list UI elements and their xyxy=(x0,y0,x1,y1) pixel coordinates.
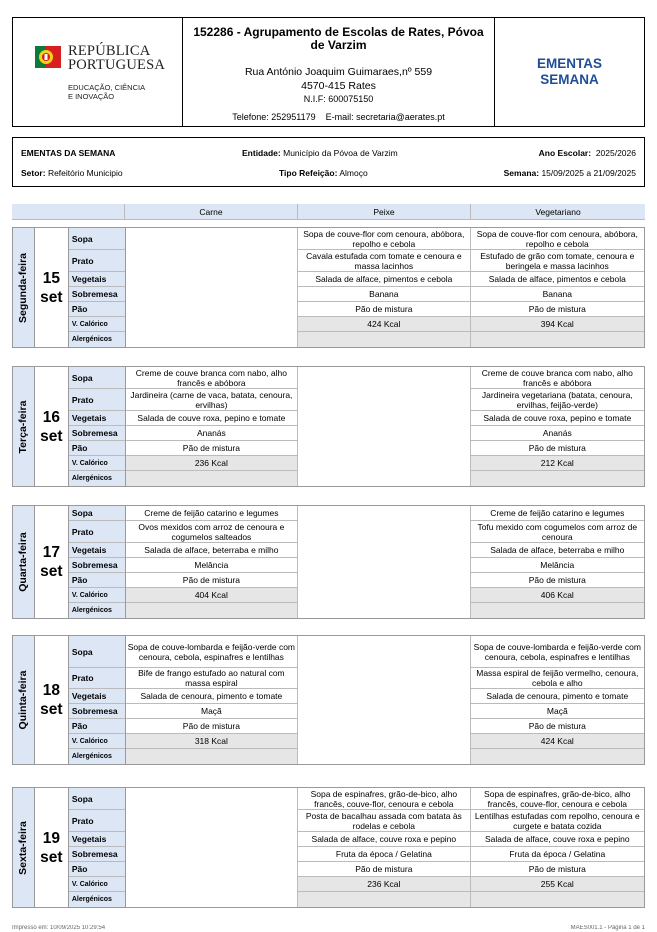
ano-label: Ano Escolar: xyxy=(538,148,592,158)
menu-cell: Creme de feijão catarino e legumes xyxy=(471,506,644,521)
row-labels xyxy=(69,636,126,764)
menu-cell xyxy=(298,543,469,558)
menu-cell: Salada de couve roxa, pepino e tomate xyxy=(126,411,297,426)
menu-cell xyxy=(126,317,297,332)
row-label: Sobremesa xyxy=(69,558,125,573)
menu-cell: Jardineira (carne de vaca, batata, cenoura, ervilhas) xyxy=(126,389,297,411)
ano-value: 2025/2026 xyxy=(595,148,636,158)
row-label: Vegetais xyxy=(69,411,125,426)
page-footer xyxy=(12,925,645,932)
day-month: set xyxy=(40,701,63,718)
column-headers xyxy=(12,204,645,220)
menu-cell: Ananás xyxy=(471,426,644,441)
menu-cell: Pão de mistura xyxy=(471,302,644,317)
row-label: Vegetais xyxy=(69,689,125,704)
logo-sub-1: EDUCAÇÃO, CIÊNCIA xyxy=(68,83,146,92)
row-label: Alergénicos xyxy=(69,332,125,347)
menu-cell: Maçã xyxy=(471,704,644,719)
document-header xyxy=(12,17,645,127)
school-info xyxy=(183,18,495,126)
menu-cell xyxy=(471,749,644,764)
menu-cell: Pão de mistura xyxy=(471,862,644,877)
menu-cell xyxy=(298,521,469,543)
menu-column-carne xyxy=(126,636,298,764)
setor xyxy=(21,168,123,178)
menu-cell xyxy=(298,389,469,411)
menu-cell xyxy=(298,588,469,603)
tipo-refeicao xyxy=(279,168,368,178)
row-label: Alergénicos xyxy=(69,892,125,907)
menu-cell xyxy=(126,749,297,764)
republic-logo xyxy=(13,18,183,126)
weekday-label: Segunda-feira xyxy=(17,252,30,323)
row-label: Sopa xyxy=(69,506,125,521)
menu-cell: Pão de mistura xyxy=(471,441,644,456)
weekday-label: Terça-feira xyxy=(17,400,30,453)
row-labels xyxy=(69,506,126,618)
row-label: Sobremesa xyxy=(69,426,125,441)
row-label: Pão xyxy=(69,302,125,317)
menu-cell xyxy=(298,689,469,704)
footer-page: MAES001.1 - Página 1 de 1 xyxy=(570,925,645,931)
weekday-name xyxy=(13,506,35,618)
menu-column-peixe xyxy=(298,506,470,618)
row-label: Alergénicos xyxy=(69,749,125,764)
menu-cell: Salada de alface, couve roxa e pepino xyxy=(298,832,469,847)
weekday-name xyxy=(13,228,35,347)
row-label: Sopa xyxy=(69,788,125,810)
menu-column-peixe xyxy=(298,636,470,764)
logo-sub-2: E INOVAÇÃO xyxy=(68,91,115,101)
menu-cell xyxy=(126,892,297,907)
menu-cell xyxy=(298,506,469,521)
menu-cell xyxy=(298,367,469,389)
row-label: Sopa xyxy=(69,367,125,389)
menu-cell: Pão de mistura xyxy=(126,441,297,456)
weekday-label: Quinta-feira xyxy=(17,670,30,730)
title-line-1: EMENTAS xyxy=(536,56,602,71)
menu-cell xyxy=(126,862,297,877)
menu-cell xyxy=(298,636,469,668)
day-block xyxy=(12,787,645,908)
menu-column-vegetariano xyxy=(471,228,644,347)
menu-cell xyxy=(126,832,297,847)
menu-cell: 212 Kcal xyxy=(471,456,644,471)
row-label: Alergénicos xyxy=(69,471,125,486)
menu-cell: Melância xyxy=(471,558,644,573)
menu-cell: Sopa de couve-flor com cenoura, abóbora, repolho e cebola xyxy=(298,228,469,250)
menu-cell: Creme de feijão catarino e legumes xyxy=(126,506,297,521)
weekday-name xyxy=(13,636,35,764)
menu-cell xyxy=(126,810,297,832)
menu-column-carne xyxy=(126,788,298,907)
menu-cell: Jardineira vegetariana (batata, cenoura, ervilhas, feijão-verde) xyxy=(471,389,644,411)
footer-printed: Impresso em: 10/09/2025 10:29:54 xyxy=(12,925,106,931)
menu-cell: 394 Kcal xyxy=(471,317,644,332)
menu-cell xyxy=(298,719,469,734)
entidade-label: Entidade: xyxy=(242,148,281,158)
semana xyxy=(504,168,636,178)
day-date xyxy=(35,506,69,618)
menu-column-peixe xyxy=(298,228,470,347)
menu-cell xyxy=(298,892,469,907)
logo-text xyxy=(68,44,165,72)
tipo-label: Tipo Refeição: xyxy=(279,168,338,178)
menu-cell: Sopa de couve-lombarda e feijão-verde com cenoura, cebola, espinafres e lentilhas xyxy=(126,636,297,668)
day-month: set xyxy=(40,848,63,866)
logo-line-1: REPÚBLICA xyxy=(68,43,151,59)
menu-cell: 424 Kcal xyxy=(471,734,644,749)
menu-cell xyxy=(126,272,297,287)
semana-label: Semana: xyxy=(503,168,540,178)
weekday-name xyxy=(13,367,35,486)
tipo-value: Almoço xyxy=(339,168,368,178)
menu-cell: Sopa de espinafres, grão-de-bico, alho francês, couve-flor, cenoura e cebola xyxy=(298,788,469,810)
day-number: 15 xyxy=(42,269,60,287)
weekday-label: Sexta-feira xyxy=(17,820,30,875)
day-number: 18 xyxy=(42,682,60,699)
menu-column-peixe xyxy=(298,788,470,907)
menu-cell xyxy=(298,734,469,749)
row-label: Sopa xyxy=(69,636,125,668)
weekday-name xyxy=(13,788,35,907)
row-label: V. Calórico xyxy=(69,317,125,332)
menu-cell xyxy=(298,668,469,689)
day-month: set xyxy=(40,427,63,445)
menu-cell: Pão de mistura xyxy=(471,573,644,588)
menu-cell xyxy=(298,573,469,588)
menu-column-carne xyxy=(126,506,298,618)
menu-cell xyxy=(298,456,469,471)
entidade xyxy=(242,148,398,158)
semana-value: 15/09/2025 a 21/09/2025 xyxy=(541,168,636,178)
menu-cell xyxy=(298,441,469,456)
setor-label: Setor: xyxy=(21,168,46,178)
ano-escolar xyxy=(539,148,636,158)
column-header-peixe: Peixe xyxy=(298,204,471,219)
menu-cell: Salada de alface, couve roxa e pepino xyxy=(471,832,644,847)
week-info-box xyxy=(12,137,645,187)
row-label: Pão xyxy=(69,719,125,734)
menu-cell xyxy=(126,847,297,862)
day-number: 16 xyxy=(42,408,60,426)
row-label: Pão xyxy=(69,862,125,877)
menu-column-vegetariano xyxy=(471,506,644,618)
menu-cell xyxy=(126,788,297,810)
row-label: Prato xyxy=(69,521,125,543)
row-label: Pão xyxy=(69,441,125,456)
row-label: Pão xyxy=(69,573,125,588)
day-date xyxy=(35,228,69,347)
day-number: 19 xyxy=(42,829,60,847)
menu-cell: Salada de alface, pimentos e cebola xyxy=(298,272,469,287)
menu-cell: Salada de cenoura, pimento e tomate xyxy=(471,689,644,704)
menu-cell: Lentilhas estufadas com repolho, cenoura e curgete e batata cozida xyxy=(471,810,644,832)
menu-cell xyxy=(126,603,297,618)
menu-column-vegetariano xyxy=(471,636,644,764)
menu-cell: Ananás xyxy=(126,426,297,441)
menu-cell xyxy=(471,603,644,618)
menu-cell: Posta de bacalhau assada com batata às rodelas e cebola xyxy=(298,810,469,832)
menu-cell: 318 Kcal xyxy=(126,734,297,749)
day-block xyxy=(12,366,645,487)
school-contact: Telefone: 252951179 E-mail: secretaria@aerates.pt xyxy=(232,112,445,122)
row-label: Sobremesa xyxy=(69,704,125,719)
menu-cell xyxy=(298,411,469,426)
menu-column-peixe xyxy=(298,367,470,486)
school-nif: N.I.F: 600075150 xyxy=(303,94,374,104)
menu-cell: Salada de alface, beterraba e milho xyxy=(471,543,644,558)
menu-cell xyxy=(471,892,644,907)
row-label: Vegetais xyxy=(69,272,125,287)
menu-cell: Melância xyxy=(126,558,297,573)
menu-cell xyxy=(126,250,297,272)
row-label: Vegetais xyxy=(69,832,125,847)
menu-cell xyxy=(471,332,644,347)
menu-cell: Estufado de grão com tomate, cenoura e beringela e massa lacinhos xyxy=(471,250,644,272)
row-label: V. Calórico xyxy=(69,456,125,471)
logo-line-2: PORTUGUESA xyxy=(68,57,166,73)
column-header-vegetariano: Vegetariano xyxy=(471,204,645,219)
menu-cell xyxy=(126,228,297,250)
menu-cell: Cavala estufada com tomate e cenoura e massa lacinhos xyxy=(298,250,469,272)
menu-cell xyxy=(126,302,297,317)
menu-cell: Salada de cenoura, pimento e tomate xyxy=(126,689,297,704)
menu-cell: Creme de couve branca com nabo, alho francês e abóbora xyxy=(471,367,644,389)
row-labels xyxy=(69,228,126,347)
menu-cell: 255 Kcal xyxy=(471,877,644,892)
day-date xyxy=(35,636,69,764)
menu-cell xyxy=(126,287,297,302)
menu-cell xyxy=(298,471,469,486)
day-number: 17 xyxy=(42,544,60,561)
row-labels xyxy=(69,788,126,907)
menu-cell: Maçã xyxy=(126,704,297,719)
menu-cell xyxy=(298,704,469,719)
menu-cell xyxy=(298,749,469,764)
menu-column-vegetariano xyxy=(471,367,644,486)
menu-cell: Fruta da época / Gelatina xyxy=(298,847,469,862)
menu-cell: Bife de frango estufado ao natural com massa espiral xyxy=(126,668,297,689)
menu-column-vegetariano xyxy=(471,788,644,907)
menu-cell: Sopa de espinafres, grão-de-bico, alho francês, couve-flor, cenoura e cebola xyxy=(471,788,644,810)
school-name: 152286 - Agrupamento de Escolas de Rates, Póvoa de Varzim xyxy=(193,25,484,52)
menu-cell: Pão de mistura xyxy=(126,573,297,588)
row-label: Sopa xyxy=(69,228,125,250)
menu-cell: Salada de couve roxa, pepino e tomate xyxy=(471,411,644,426)
row-label: Sobremesa xyxy=(69,847,125,862)
row-label: V. Calórico xyxy=(69,877,125,892)
menu-cell: Sopa de couve-flor com cenoura, abóbora, repolho e cebola xyxy=(471,228,644,250)
day-month: set xyxy=(40,563,63,580)
menu-cell xyxy=(298,558,469,573)
menu-cell: 404 Kcal xyxy=(126,588,297,603)
menu-cell: Massa espiral de feijão vermelho, cenoura, cebola e alho xyxy=(471,668,644,689)
school-postal: 4570-415 Rates xyxy=(301,80,376,92)
menu-cell xyxy=(298,332,469,347)
row-label: Prato xyxy=(69,389,125,411)
day-date xyxy=(35,367,69,486)
menu-cell xyxy=(126,471,297,486)
row-label: V. Calórico xyxy=(69,588,125,603)
menu-cell: Pão de mistura xyxy=(471,719,644,734)
row-label: Prato xyxy=(69,668,125,689)
school-address: Rua António Joaquim Guimaraes,nº 559 xyxy=(244,66,433,78)
menu-cell: Tofu mexido com cogumelos com arroz de cenoura xyxy=(471,521,644,543)
row-label: Prato xyxy=(69,250,125,272)
menu-column-carne xyxy=(126,367,298,486)
portugal-emblem-icon xyxy=(33,42,63,72)
menu-cell xyxy=(471,471,644,486)
menu-cell xyxy=(126,332,297,347)
day-block xyxy=(12,505,645,619)
menu-cell: Fruta da época / Gelatina xyxy=(471,847,644,862)
day-block xyxy=(12,227,645,348)
menu-cell: Pão de mistura xyxy=(126,719,297,734)
menu-cell: Banana xyxy=(298,287,469,302)
menu-cell: Ovos mexidos com arroz de cenoura e cogumelos salteados xyxy=(126,521,297,543)
menu-cell: Sopa de couve-lombarda e feijão-verde com cenoura, cebola, espinafres e lentilhas xyxy=(471,636,644,668)
title-line-2: SEMANA xyxy=(540,72,599,87)
menu-cell: 236 Kcal xyxy=(298,877,469,892)
menu-cell xyxy=(126,877,297,892)
document-title xyxy=(495,18,644,126)
menu-cell: Salada de alface, pimentos e cebola xyxy=(471,272,644,287)
info-heading: EMENTAS DA SEMANA xyxy=(21,148,116,158)
weekday-label: Quarta-feira xyxy=(17,532,30,592)
day-date xyxy=(35,788,69,907)
menu-cell: 424 Kcal xyxy=(298,317,469,332)
menu-cell: Salada de alface, beterraba e milho xyxy=(126,543,297,558)
logo-subtitle xyxy=(68,84,145,101)
entidade-value: Município da Póvoa de Varzim xyxy=(283,148,398,158)
row-labels xyxy=(69,367,126,486)
day-month: set xyxy=(40,288,63,306)
row-label: Alergénicos xyxy=(69,603,125,618)
row-label: Prato xyxy=(69,810,125,832)
row-label: Sobremesa xyxy=(69,287,125,302)
day-block xyxy=(12,635,645,765)
row-label: Vegetais xyxy=(69,543,125,558)
menu-cell xyxy=(298,426,469,441)
menu-cell: Creme de couve branca com nabo, alho francês e abóbora xyxy=(126,367,297,389)
menu-cell: 236 Kcal xyxy=(126,456,297,471)
column-header-spacer xyxy=(12,204,125,219)
menu-column-carne xyxy=(126,228,298,347)
setor-value: Refeitório Municipio xyxy=(47,168,123,178)
column-header-carne: Carne xyxy=(125,204,298,219)
menu-cell: 406 Kcal xyxy=(471,588,644,603)
menu-cell: Pão de mistura xyxy=(298,302,469,317)
menu-cell: Banana xyxy=(471,287,644,302)
menu-cell: Pão de mistura xyxy=(298,862,469,877)
menu-cell xyxy=(298,603,469,618)
row-label: V. Calórico xyxy=(69,734,125,749)
